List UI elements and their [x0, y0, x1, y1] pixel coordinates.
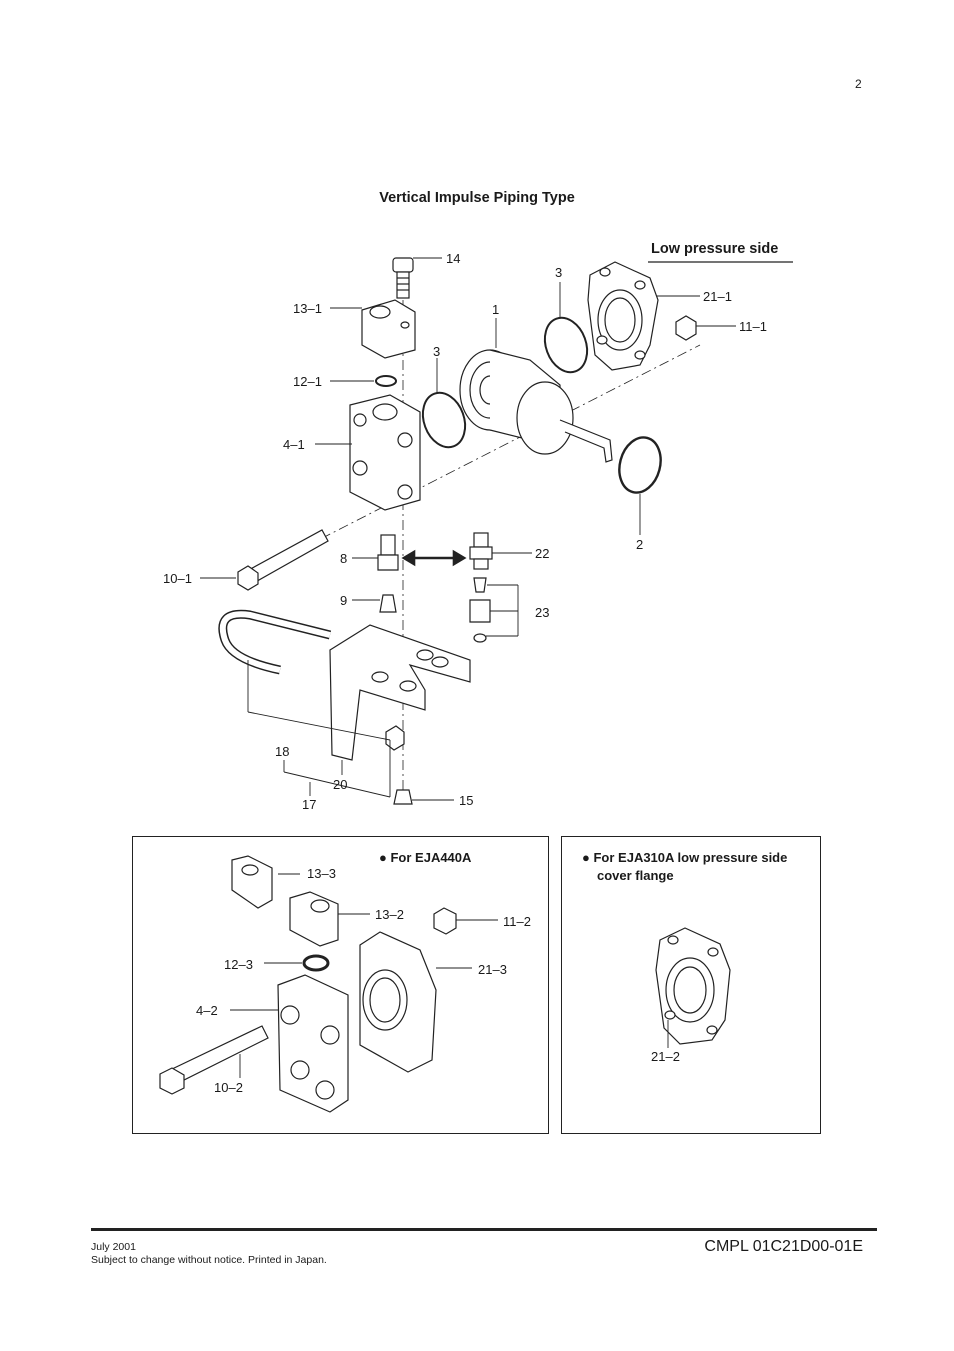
bullet-icon: ● — [379, 850, 387, 865]
flange-21-1-drawing — [588, 262, 658, 370]
footer-note: Subject to change without notice. Printed in Japan. — [91, 1254, 327, 1266]
callout-9: 9 — [340, 593, 348, 608]
page-number: 2 — [855, 77, 862, 91]
capsule-1-drawing — [460, 350, 612, 462]
callout-15: 15 — [459, 793, 474, 808]
callout-22: 22 — [535, 546, 550, 561]
callout-12-3: 12–3 — [224, 957, 253, 972]
callout-21-1: 21–1 — [703, 289, 732, 304]
bolt-10-1-drawing — [238, 530, 328, 590]
callout-1: 1 — [492, 302, 500, 317]
callout-13-3: 13–3 — [307, 866, 336, 881]
document-code: CMPL 01C21D00-01E — [704, 1238, 863, 1255]
callout-3-left: 3 — [433, 344, 441, 359]
eja310a-title-line2: cover flange — [597, 868, 674, 883]
callout-3-right: 3 — [555, 265, 563, 280]
bolt-14-drawing — [393, 258, 413, 298]
gasket-12-1-drawing — [376, 376, 396, 386]
callout-11-2: 11–2 — [503, 914, 531, 929]
callout-12-1: 12–1 — [293, 374, 322, 389]
plug-13-1-drawing — [362, 300, 415, 358]
callout-13-1: 13–1 — [293, 301, 322, 316]
bullet-icon: ● — [582, 850, 590, 865]
fitting-22-drawing — [470, 533, 492, 569]
plug-8-drawing — [378, 535, 398, 570]
callout-18: 18 — [275, 744, 290, 759]
eja310a-title — [582, 849, 787, 885]
bolt-15-drawing — [394, 790, 412, 804]
callout-10-1: 10–1 — [163, 571, 192, 586]
block-4-1-drawing — [350, 395, 420, 510]
footer-date: July 2001 — [91, 1241, 136, 1253]
callout-8: 8 — [340, 551, 348, 566]
callout-21-3: 21–3 — [478, 962, 507, 977]
footer-rule — [91, 1228, 877, 1231]
callout-17: 17 — [302, 797, 317, 812]
gasket-3-right-drawing — [538, 312, 595, 378]
interchange-arrow — [404, 552, 464, 564]
callout-13-2: 13–2 — [375, 907, 404, 922]
eja310a-title-line1: For EJA310A low pressure side — [593, 850, 788, 865]
o-ring-2-drawing — [613, 433, 666, 497]
callout-14: 14 — [446, 251, 461, 266]
plug-9-drawing — [380, 595, 396, 612]
callout-21-2: 21–2 — [651, 1049, 680, 1064]
nut-bracket-drawing — [386, 726, 404, 750]
callout-11-1: 11–1 — [739, 319, 767, 334]
callout-2: 2 — [636, 537, 644, 552]
eja440a-title-text: For EJA440A — [390, 850, 472, 865]
page-title: Vertical Impulse Piping Type — [379, 190, 575, 206]
callout-10-2: 10–2 — [214, 1080, 243, 1095]
callout-4-2: 4–2 — [196, 1003, 218, 1018]
callout-20: 20 — [333, 777, 348, 792]
eja440a-box — [132, 836, 549, 1134]
nut-11-1-drawing — [676, 316, 696, 340]
low-pressure-side-label: Low pressure side — [651, 241, 779, 257]
callout-4-1: 4–1 — [283, 437, 305, 452]
set-23-drawing — [470, 578, 490, 642]
eja440a-title — [379, 849, 471, 867]
callout-23: 23 — [535, 605, 550, 620]
